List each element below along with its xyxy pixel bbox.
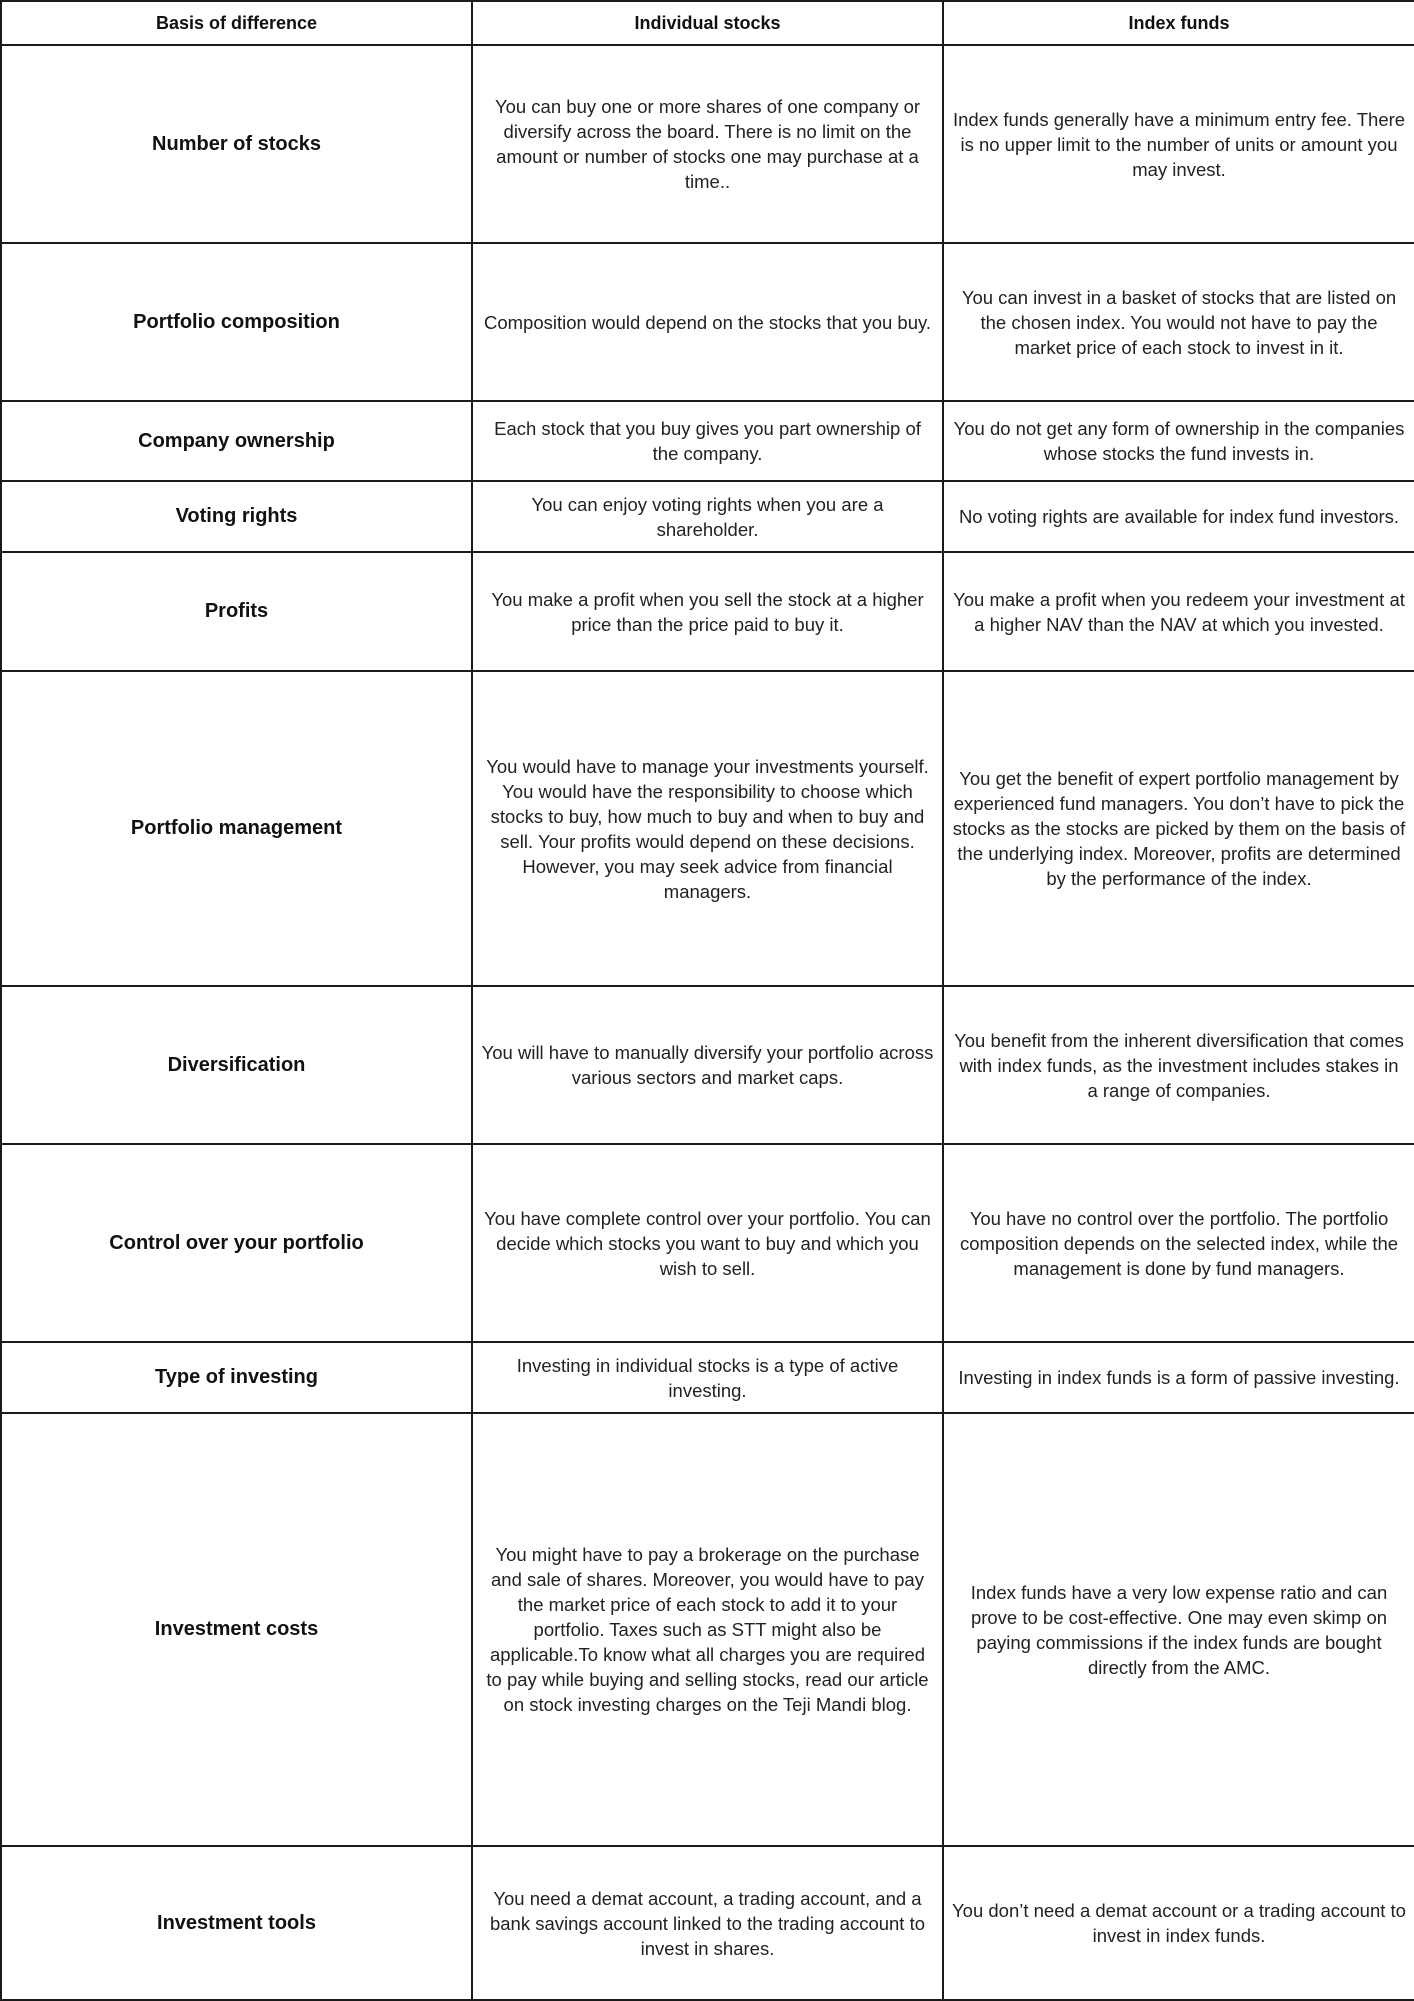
- row-basis: Investment costs: [1, 1413, 472, 1846]
- row-individual-stocks: You make a profit when you sell the stock at a higher price than the price paid to buy it.: [472, 552, 943, 671]
- header-row: [1, 1, 1414, 45]
- table-row: [1, 45, 1414, 243]
- row-index-funds: You get the benefit of expert portfolio management by experienced fund managers. You don’t have to pick the stocks as the stocks are picked by them on the basis of the underlying index. Moreover, profits are determined by the performance of the index.: [943, 671, 1414, 986]
- row-basis: Company ownership: [1, 401, 472, 481]
- row-index-funds: Investing in index funds is a form of passive investing.: [943, 1342, 1414, 1413]
- table-row: [1, 401, 1414, 481]
- table-row: [1, 671, 1414, 986]
- row-individual-stocks: You might have to pay a brokerage on the purchase and sale of shares. Moreover, you would have to pay the market price of each stock to add it to your portfolio. Taxes such as STT might also be applicable.To know what all charges you are required to pay while buying and selling stocks, read our article on stock investing charges on the Teji Mandi blog.: [472, 1413, 943, 1846]
- row-individual-stocks: You have complete control over your portfolio. You can decide which stocks you want to buy and which you wish to sell.: [472, 1144, 943, 1342]
- header-index-funds: Index funds: [943, 1, 1414, 45]
- table-row: [1, 1144, 1414, 1342]
- table-row: [1, 481, 1414, 552]
- row-index-funds: You don’t need a demat account or a trading account to invest in index funds.: [943, 1846, 1414, 2000]
- row-basis: Voting rights: [1, 481, 472, 552]
- row-individual-stocks: You can buy one or more shares of one company or diversify across the board. There is no limit on the amount or number of stocks one may purchase at a time..: [472, 45, 943, 243]
- row-basis: Number of stocks: [1, 45, 472, 243]
- table-row: [1, 1342, 1414, 1413]
- header-basis: Basis of difference: [1, 1, 472, 45]
- table-row: [1, 243, 1414, 401]
- row-individual-stocks: You would have to manage your investments yourself. You would have the responsibility to choose which stocks to buy, how much to buy and when to buy and sell. Your profits would depend on these decisions. However, you may seek advice from financial managers.: [472, 671, 943, 986]
- row-individual-stocks: You can enjoy voting rights when you are a shareholder.: [472, 481, 943, 552]
- row-individual-stocks: You will have to manually diversify your portfolio across various sectors and market caps.: [472, 986, 943, 1144]
- row-index-funds: You benefit from the inherent diversification that comes with index funds, as the investment includes stakes in a range of companies.: [943, 986, 1414, 1144]
- table-row: [1, 1413, 1414, 1846]
- row-index-funds: You do not get any form of ownership in the companies whose stocks the fund invests in.: [943, 401, 1414, 481]
- row-basis: Investment tools: [1, 1846, 472, 2000]
- row-index-funds: You can invest in a basket of stocks that are listed on the chosen index. You would not have to pay the market price of each stock to invest in it.: [943, 243, 1414, 401]
- header-individual-stocks: Individual stocks: [472, 1, 943, 45]
- row-basis: Control over your portfolio: [1, 1144, 472, 1342]
- row-individual-stocks: Investing in individual stocks is a type of active investing.: [472, 1342, 943, 1413]
- row-basis: Profits: [1, 552, 472, 671]
- table-row: [1, 1846, 1414, 2000]
- row-index-funds: You have no control over the portfolio. The portfolio composition depends on the selected index, while the management is done by fund managers.: [943, 1144, 1414, 1342]
- row-index-funds: Index funds have a very low expense ratio and can prove to be cost-effective. One may even skimp on paying commissions if the index funds are bought directly from the AMC.: [943, 1413, 1414, 1846]
- row-index-funds: No voting rights are available for index fund investors.: [943, 481, 1414, 552]
- row-basis: Portfolio composition: [1, 243, 472, 401]
- row-basis: Diversification: [1, 986, 472, 1144]
- row-individual-stocks: Each stock that you buy gives you part ownership of the company.: [472, 401, 943, 481]
- row-individual-stocks: Composition would depend on the stocks that you buy.: [472, 243, 943, 401]
- table-row: [1, 986, 1414, 1144]
- row-basis: Type of investing: [1, 1342, 472, 1413]
- row-individual-stocks: You need a demat account, a trading account, and a bank savings account linked to the trading account to invest in shares.: [472, 1846, 943, 2000]
- table-row: [1, 552, 1414, 671]
- row-index-funds: Index funds generally have a minimum entry fee. There is no upper limit to the number of units or amount you may invest.: [943, 45, 1414, 243]
- row-index-funds: You make a profit when you redeem your investment at a higher NAV than the NAV at which you invested.: [943, 552, 1414, 671]
- row-basis: Portfolio management: [1, 671, 472, 986]
